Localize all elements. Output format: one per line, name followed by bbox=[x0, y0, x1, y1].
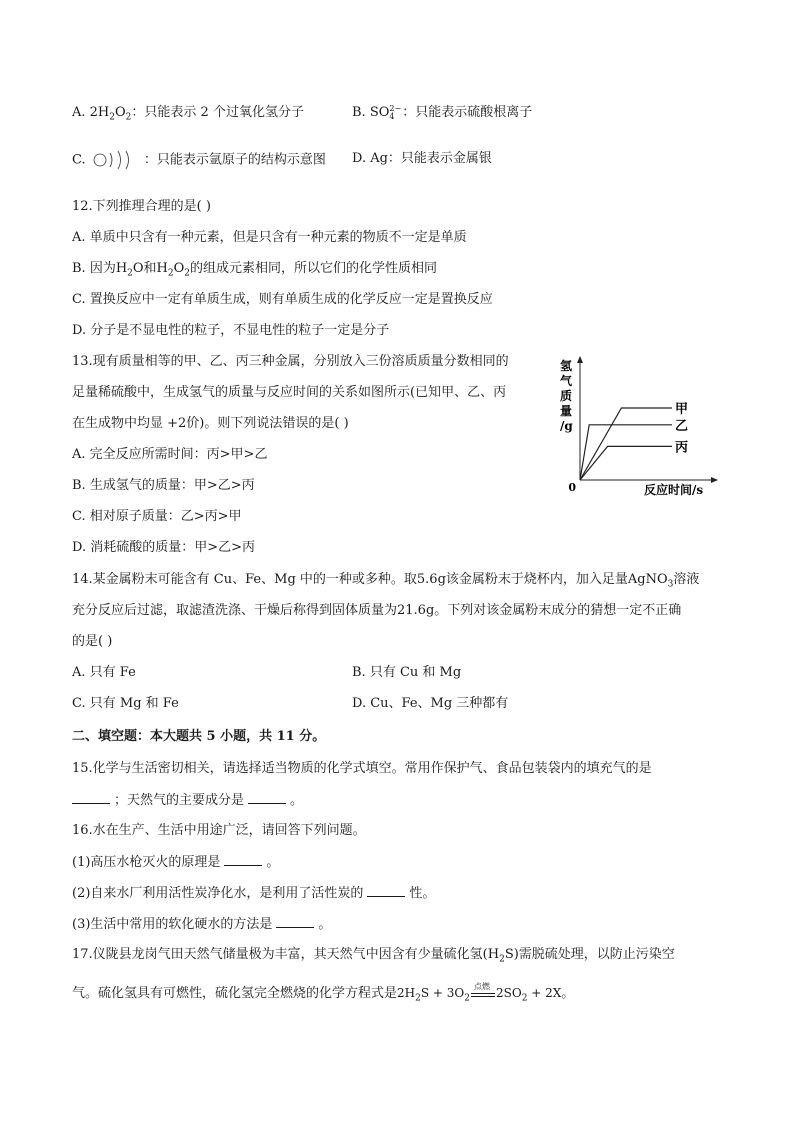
q14-option-c: C. 只有 Mg 和 Fe bbox=[72, 696, 179, 711]
q12-stem: 12.下列推理合理的是( ) bbox=[72, 199, 211, 214]
q16-part3: (3)生活中常用的软化硬水的方法是 。 bbox=[72, 917, 332, 932]
q17-line1: 17.仪陇县龙岗气田天然气储量极为丰富，其天然气中因含有少量硫化氢$(H_2S)$需脱硫处理，以防止污染空 bbox=[72, 947, 675, 965]
q12-option-a: A. 单质中只含有一种元素，但是只含有一种元素的物质不一定是单质 bbox=[72, 230, 467, 245]
series-line-1 bbox=[580, 408, 672, 480]
answer-blank[interactable] bbox=[367, 884, 405, 897]
origin-label: 0 bbox=[568, 481, 576, 494]
q13-option-b: B. 生成氢气的质量：甲>乙>丙 bbox=[72, 478, 255, 493]
answer-blank[interactable] bbox=[276, 915, 314, 928]
q11-option-c: C. ：只能表示氩原子的结构示意图 bbox=[72, 150, 326, 170]
section-heading: 二、填空题：本大题共 5 小题，共 11 分。 bbox=[72, 729, 326, 744]
q11-option-b: B. SO 2− 4 ：只能表示硫酸根离子 bbox=[352, 103, 533, 121]
q14-option-d: D. Cu、Fe、Mg 三种都有 bbox=[352, 696, 509, 711]
q11-option-a: A. $2H_2O_2$：只能表示 2 个过氧化氢分子 bbox=[72, 105, 304, 123]
q12-option-b: B. 因为$H_2O$和$H_2O_2$的组成元素相同，所以它们的化学性质相同 bbox=[72, 261, 438, 279]
series-label-1: 甲 bbox=[675, 402, 689, 417]
chemical-equation: $2H_2S + 3O_2$ 点燃 $2SO_2 + 2X$ bbox=[397, 981, 562, 1004]
y-axis-label-char: 氢 bbox=[560, 359, 573, 373]
q13-stem-line1: 13.现有质量相等的甲、乙、丙三种金属，分别放入三份溶质质量分数相同的 bbox=[72, 354, 509, 369]
series-label-3: 丙 bbox=[675, 440, 689, 456]
x-axis-label: 反应时间/s bbox=[644, 483, 704, 497]
q14-stem-line1: 14.某金属粉末可能含有 Cu、Fe、Mg 中的一种或多种。取5.6g该金属粉末于烧杯内，加入足量AgNO$_3$溶液 bbox=[72, 572, 700, 590]
reaction-arrow: 点燃 bbox=[470, 988, 496, 1000]
q13-stem-line2: 足量稀硫酸中，生成氢气的质量与反应时间的关系如图所示(已知甲、乙、丙 bbox=[72, 385, 507, 400]
q13-stem-line3: 在生成物中均显 +2价)。则下列说法错误的是( ) bbox=[72, 416, 349, 431]
q13-option-d: D. 消耗硫酸的质量：甲>乙>丙 bbox=[72, 540, 256, 555]
y-axis-label-char: 量 bbox=[560, 404, 573, 418]
series-line-3 bbox=[580, 446, 672, 480]
hydrogen-mass-chart bbox=[556, 354, 726, 499]
q14-stem-line3: 的是( ) bbox=[72, 634, 113, 649]
q13-option-a: A. 完全反应所需时间：丙>甲>乙 bbox=[72, 447, 268, 462]
y-axis-label-char: 质 bbox=[560, 389, 573, 403]
x-axis-arrow bbox=[711, 477, 718, 483]
q14-stem-line2: 充分反应后过滤，取滤渣洗涤、干燥后称得到固体质量为21.6g。下列对该金属粉末成分的猜想一定不正确 bbox=[72, 603, 682, 618]
series-line-2 bbox=[580, 425, 672, 480]
q15-line1: 15.化学与生活密切相关，请选择适当物质的化学式填空。常用作保护气、食品包装袋内的填充气的是 bbox=[72, 761, 652, 776]
answer-blank[interactable] bbox=[224, 853, 262, 866]
q14-option-a: A. 只有 Fe bbox=[72, 665, 136, 680]
y-axis-arrow bbox=[577, 356, 583, 363]
q16-part1: (1)高压水枪灭火的原理是 。 bbox=[72, 855, 280, 870]
q12-option-d: D. 分子是不显电性的粒子，不显电性的粒子一定是分子 bbox=[72, 323, 390, 338]
q16-part2: (2)自来水厂利用活性炭净化水，是利用了活性炭的 性。 bbox=[72, 886, 436, 901]
answer-blank[interactable] bbox=[72, 791, 110, 804]
q11-option-d: D. Ag：只能表示金属银 bbox=[352, 151, 492, 166]
q12-option-c: C. 置换反应中一定有单质生成，则有单质生成的化学反应一定是置换反应 bbox=[72, 292, 493, 307]
y-axis-label bbox=[560, 358, 573, 433]
q15-line2: ；天然气的主要成分是 。 bbox=[72, 791, 303, 810]
answer-blank[interactable] bbox=[248, 791, 286, 804]
y-axis-label-char: /g bbox=[560, 419, 573, 433]
q14-option-b: B. 只有 Cu 和 Mg bbox=[352, 665, 462, 680]
q17-line2: 气。硫化氢具有可燃性，硫化氢完全燃烧的化学方程式是$2H_2S + 3O_2$ 点燃 $2SO_2 + 2X$。 bbox=[72, 981, 575, 1004]
argon-atom-structure-icon bbox=[90, 150, 140, 170]
series-label-2: 乙 bbox=[675, 418, 689, 434]
q16-stem: 16.水在生产、生活中用途广泛，请回答下列问题。 bbox=[72, 823, 366, 838]
y-axis-label-char: 气 bbox=[560, 374, 573, 388]
q13-option-c: C. 相对原子质量：乙>丙>甲 bbox=[72, 509, 242, 524]
